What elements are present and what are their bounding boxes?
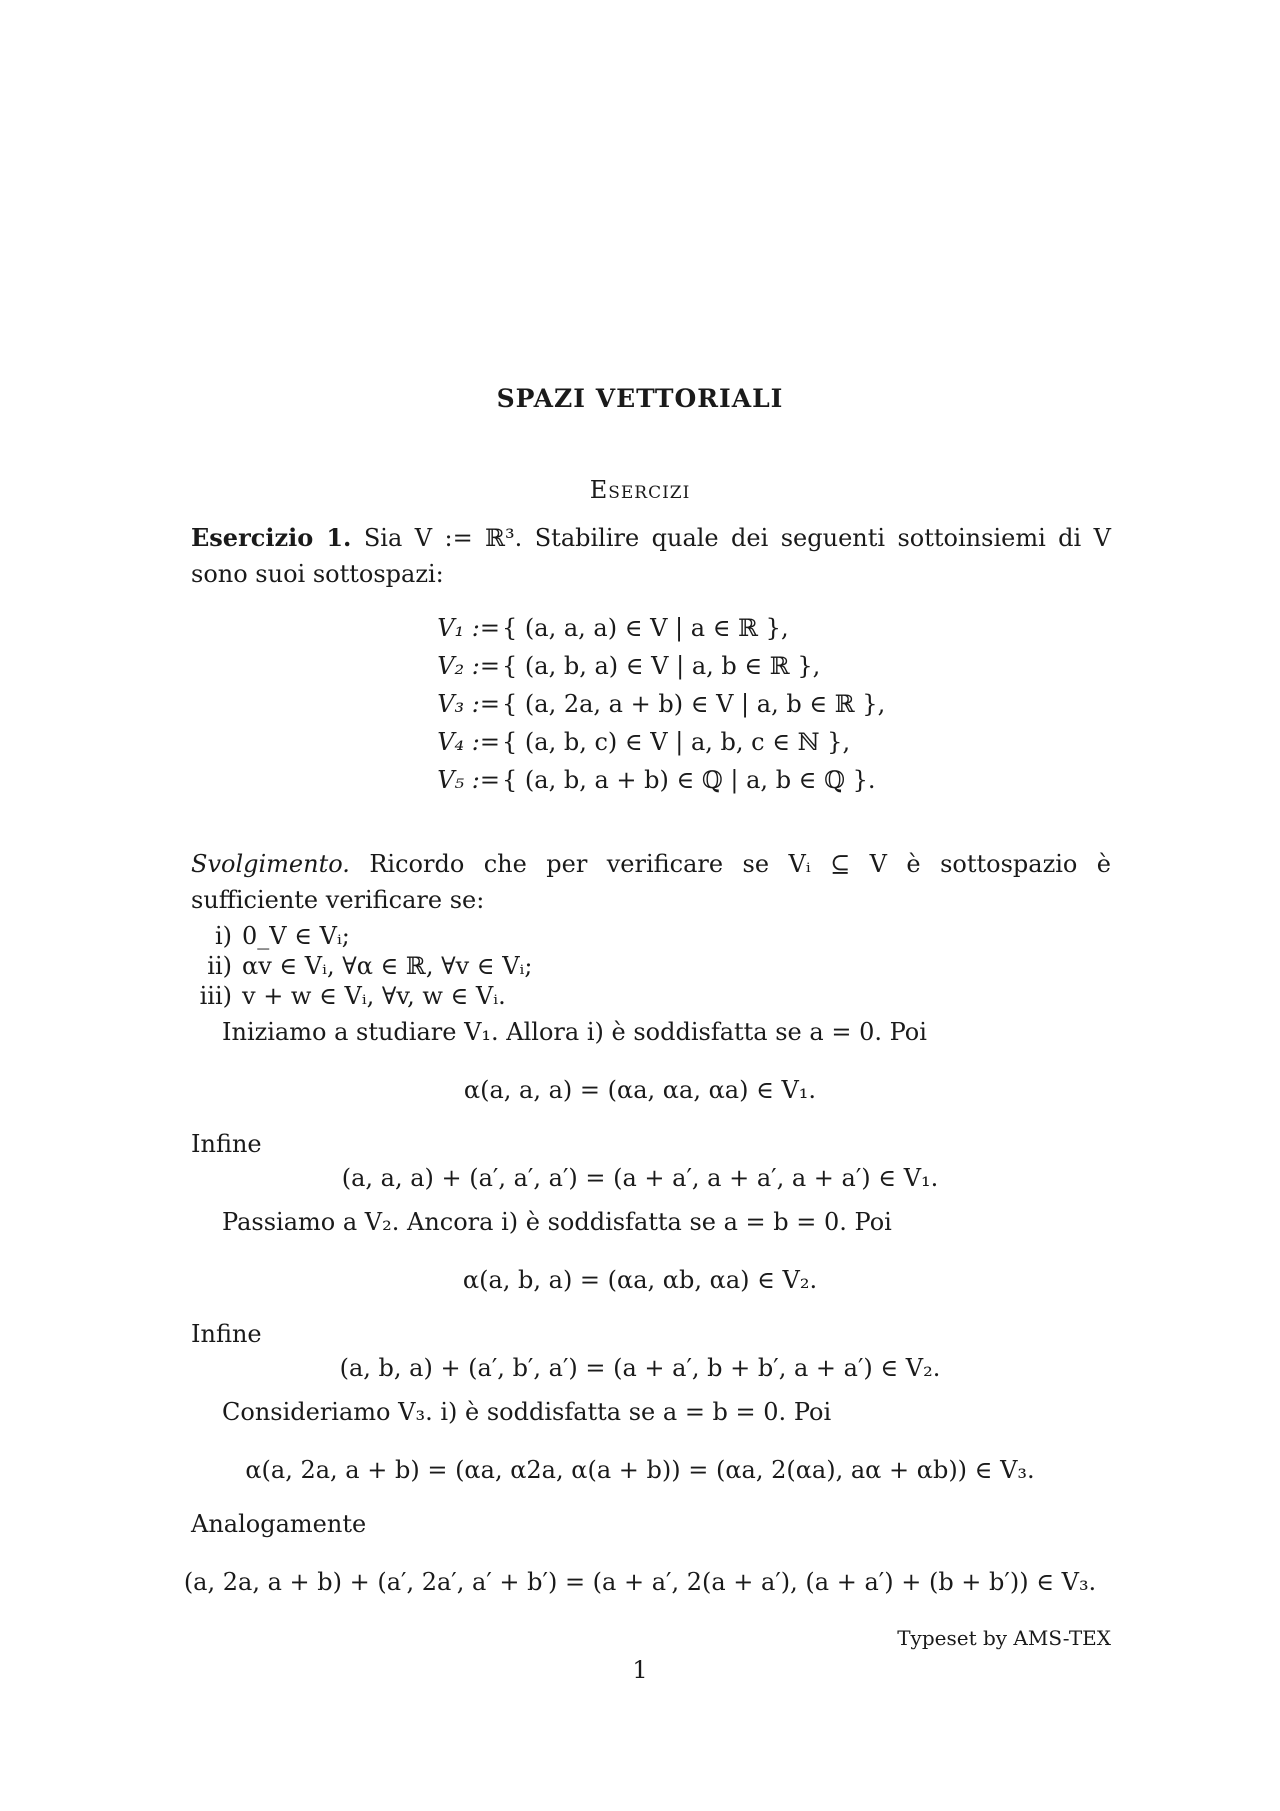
v1-sum-equation: (a, a, a) + (a′, a′, a′) = (a + a′, a + a′, a + a′) ∈ V₁.: [341, 1164, 939, 1192]
subspace-lhs: V₁ :=: [437, 614, 500, 642]
analogamente-label: Analogamente: [191, 1510, 367, 1538]
subspace-def: [0, 690, 1280, 728]
v2-sum-equation: (a, b, a) + (a′, b′, a′) = (a + a′, b + b′, a + a′) ∈ V₂.: [339, 1354, 941, 1382]
subspace-lhs: V₄ :=: [437, 728, 500, 756]
page-number: 1: [632, 1656, 648, 1684]
v3-sum-equation: (a, 2a, a + b) + (a′, 2a′, a′ + b′) = (a + a′, 2(a + a′), (a + a′) + (b + b′)) ∈ V₃.: [183, 1568, 1097, 1596]
section-subtitle: Esercizi: [589, 476, 691, 504]
subspace-lhs: V₅ :=: [437, 766, 500, 794]
solution-heading: Svolgimento.: [191, 850, 350, 878]
exercise-statement: [191, 520, 1111, 592]
condition-item: [188, 922, 350, 950]
condition-item: [188, 982, 506, 1010]
v3-intro: Consideriamo V₃. i) è soddisfatta se a = b = 0. Poi: [222, 1398, 832, 1426]
subspace-definitions: [0, 614, 1280, 804]
solution-intro: [191, 846, 1111, 918]
exercise-text: Sia V := ℝ³. Stabilire quale dei seguenti sottoinsiemi di V sono suoi sottospazi:: [191, 524, 1111, 588]
subspace-rhs: { (a, b, a + b) ∈ ℚ | a, b ∈ ℚ }.: [502, 766, 876, 794]
infine-label: Infine: [191, 1130, 262, 1158]
condition-text: 0_V ∈ Vᵢ;: [242, 922, 350, 950]
condition-number: ii): [207, 952, 232, 980]
subspace-def: [0, 652, 1280, 690]
subspace-rhs: { (a, b, c) ∈ V | a, b, c ∈ ℕ },: [502, 728, 851, 756]
subspace-def: [0, 614, 1280, 652]
subspace-rhs: { (a, 2a, a + b) ∈ V | a, b ∈ ℝ },: [502, 690, 886, 718]
exercise-heading: Esercizio 1.: [191, 523, 352, 552]
condition-number: iii): [199, 982, 232, 1010]
infine-label: Infine: [191, 1320, 262, 1348]
page-title: SPAZI VETTORIALI: [496, 384, 784, 413]
v2-scalar-equation: α(a, b, a) = (αa, αb, αa) ∈ V₂.: [462, 1266, 818, 1294]
solution-text: Ricordo che per verificare se Vᵢ ⊆ V è sottospazio è sufficiente verificare se:: [191, 850, 1111, 914]
subspace-lhs: V₃ :=: [437, 690, 500, 718]
v2-intro: Passiamo a V₂. Ancora i) è soddisfatta se a = b = 0. Poi: [222, 1208, 892, 1236]
typeset-credit: Typeset by AMS-TEX: [897, 1626, 1111, 1650]
subspace-lhs: V₂ :=: [437, 652, 500, 680]
condition-item: [188, 952, 532, 980]
subspace-def: [0, 766, 1280, 804]
condition-text: αv ∈ Vᵢ, ∀α ∈ ℝ, ∀v ∈ Vᵢ;: [242, 952, 533, 980]
condition-number: i): [214, 922, 232, 950]
v1-intro: Iniziamo a studiare V₁. Allora i) è soddisfatta se a = 0. Poi: [222, 1018, 927, 1046]
condition-text: v + w ∈ Vᵢ, ∀v, w ∈ Vᵢ.: [242, 982, 506, 1010]
v3-scalar-equation: α(a, 2a, a + b) = (αa, α2a, α(a + b)) = (αa, 2(αa), aα + αb)) ∈ V₃.: [245, 1456, 1035, 1484]
subspace-rhs: { (a, b, a) ∈ V | a, b ∈ ℝ },: [502, 652, 821, 680]
v1-scalar-equation: α(a, a, a) = (αa, αa, αa) ∈ V₁.: [463, 1076, 817, 1104]
subspace-rhs: { (a, a, a) ∈ V | a ∈ ℝ },: [502, 614, 789, 642]
subspace-def: [0, 728, 1280, 766]
